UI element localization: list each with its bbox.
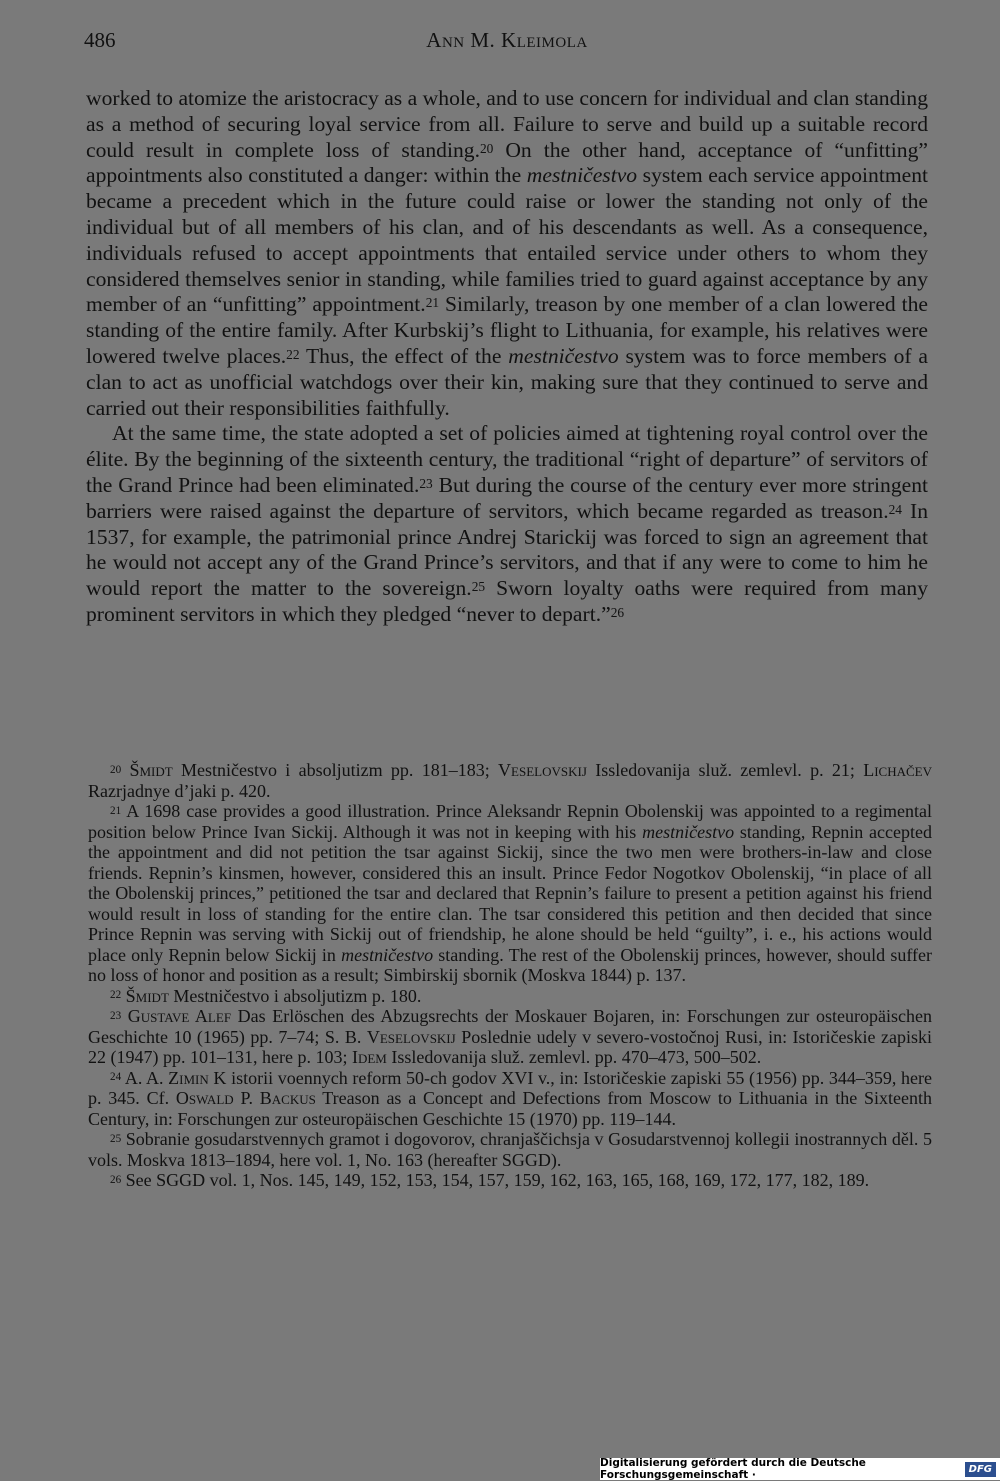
footnote-ref: 24 xyxy=(888,501,902,517)
text-run: Poslednie udely v severo-vostočnoj Rusi, in: Istoričeskie zapiski 22 (1947) pp. 101–131, here p. 103; xyxy=(88,1026,932,1067)
text-run: system each service appointment became a precedent which in the future could raise or lower the standing not only of the individual but of all members of his clan, and of his descendants as well. As a consequence, individuals refused to accept appointments that entailed service under others to whom they considered themselves senior in standing, while families tried to guard against acceptance by any member of an “unfitting” appointment. xyxy=(86,163,928,317)
author-name: Veselovskij xyxy=(498,760,587,780)
body-text xyxy=(86,86,928,628)
text-run: Thus, the effect of the xyxy=(299,343,509,368)
author-name: Šmidt xyxy=(129,760,173,780)
footnote-ref: 25 xyxy=(471,579,486,595)
text-run: Similarly, treason by one member of a clan lowered the standing of the entire family. After Kurbskij’s flight to Lithuania, for example, his relatives were lowered twelve places. xyxy=(86,292,928,368)
text-run: Das Erlöschen des Abzugsrechts der Moskauer Bojaren, in: Forschungen zur osteuropäischen Geschichte 10 (1965) pp. 7–74; S. B. xyxy=(88,1006,932,1047)
italic-term: mestničestvo xyxy=(642,821,735,842)
text-run: At the same time, the state adopted a set of policies aimed at tightening royal control over the élite. By the beginning of the sixteenth century, the traditional “right of departure” of servitors of the Grand Prince had been eliminated. xyxy=(86,421,928,497)
dfg-logo-icon: DFG xyxy=(965,1462,996,1477)
text-run: standing, Repnin accepted the appointment and did not petition the tsar against Sickij, since the two men were brothers-in-law and close friends. Repnin’s kinsmen, however, considered this an insult. Prince Fedor Nogotkov Obolenskij, “in place of all the Obolenskij princes,” petitioned the tsar and declared that Repnin’s failure to present a petition against his friend would result in loss of standing for the entire clan. The tsar considered this petition and then decided that since Prince Repnin was serving with Sickij out of friendship, he alone should be held “guilty”, i. e., his actions would place only Repnin below Sickij in xyxy=(88,821,932,965)
footnote-20 xyxy=(88,760,932,801)
italic-term: mestničestvo xyxy=(508,343,619,368)
footnote-21 xyxy=(88,801,932,986)
italic-term: mestničestvo xyxy=(341,944,434,965)
author-name: Oswald xyxy=(175,1088,234,1108)
footnote-number: 26 xyxy=(110,1173,122,1186)
author-name: Zimin xyxy=(168,1067,209,1088)
footnote-23 xyxy=(88,1006,932,1068)
page-number: 486 xyxy=(84,28,116,52)
author-name: Šmidt xyxy=(125,985,169,1006)
author-name: Lichačev xyxy=(863,760,932,780)
footnote-number: 25 xyxy=(110,1132,122,1145)
footnote-25 xyxy=(88,1129,932,1170)
author-name: Veselovskij xyxy=(366,1026,456,1047)
footnote-ref: 21 xyxy=(425,295,440,311)
banner-text: Digitalisierung gefördert durch die Deutsche Forschungsgemeinschaft · xyxy=(600,1457,866,1481)
paragraph-2 xyxy=(86,421,928,627)
author-name: Gustave Alef xyxy=(127,1006,232,1026)
text-run: Razrjadnye d’jaki p. 420. xyxy=(88,780,271,801)
footnote-ref: 20 xyxy=(479,140,494,156)
footnote-24 xyxy=(88,1068,932,1130)
text-run: Sobranie gosudarstvennych gramot i dogovorov, chranjaščichsja v Gosudarstvennoj kollegii inostrannych děl. 5 vols. Moskva 1813–1894, here vol. 1, No. 163 (hereafter SGGD). xyxy=(88,1129,932,1170)
text-run: Mestničestvo i absoljutizm pp. 181–183; xyxy=(172,760,499,780)
text-run: On the other hand, acceptance of “unfitting” appointments also constituted a danger: within the xyxy=(86,137,928,188)
footnote-number: 23 xyxy=(110,1009,122,1022)
running-head: Ann M. Kleimola xyxy=(426,28,588,52)
italic-term: mestničestvo xyxy=(526,163,638,188)
digitization-banner xyxy=(600,1458,1000,1480)
text-run: worked to atomize the aristocracy as a whole, and to use concern for individual and clan standing as a method of securing loyal service from all. Failure to serve and build up a suitable record could result in complete loss of standing. xyxy=(86,86,928,162)
footnote-ref: 23 xyxy=(419,475,433,491)
footnote-ref: 26 xyxy=(610,604,625,620)
text-run xyxy=(121,1006,128,1026)
text-run: See SGGD vol. 1, Nos. 145, 149, 152, 153, 154, 157, 159, 162, 163, 165, 168, 169, 172, 177, 182, 189. xyxy=(121,1170,870,1190)
author-name: Backus xyxy=(259,1088,316,1108)
author-name: Idem xyxy=(351,1047,387,1067)
text-run: Issledovanija služ. zemlevl. pp. 470–473, 500–502. xyxy=(386,1047,762,1067)
text-run: But during the course of the century ever more stringent barriers were raised against the departure of servitors, which became regarded as treason. xyxy=(86,472,928,523)
footnotes xyxy=(88,760,932,1191)
text-run: Sworn loyalty oaths were required from many prominent servitors in which they pledged “never to depart.” xyxy=(86,576,929,626)
text-run: standing. The rest of the Obolenskij princes, however, should suffer no loss of honor and position as a result; Simbirskij sbornik (Moskva 1844) p. 137. xyxy=(88,944,932,985)
text-run: Issledovanija služ. zemlevl. p. 21; xyxy=(586,760,864,780)
footnote-number: 21 xyxy=(110,804,122,817)
footnote-number: 22 xyxy=(110,989,122,1002)
text-run: K istorii voennych reform 50-ch godov XVI v., in: Istoričeskie zapiski 55 (1956) pp. 344–359, here p. 345. Cf. xyxy=(88,1067,932,1108)
footnote-26 xyxy=(88,1170,932,1191)
text-run: Treason as a Concept and Defections from Moscow to Lithuania in the Sixteenth Century, in: Forschungen zur osteuropäischen Geschichte 15 (1970) pp. 119–144. xyxy=(88,1088,933,1129)
footnote-ref: 22 xyxy=(286,346,300,362)
text-run: In 1537, for example, the patrimonial prince Andrej Starickij was forced to sign an agreement that he would not accept any of the Grand Prince’s servitors, and that if any were to come to him he would report the matter to the sovereign. xyxy=(86,498,929,601)
text-run: A 1698 case provides a good illustration. Prince Aleksandr Repnin Obolenskij was appointed to a regimental position below Prince Ivan Sickij. Although it was not in keeping with his xyxy=(88,801,932,842)
text-run: system was to force members of a clan to act as unofficial watchdogs over their kin, making sure that they continued to serve and carried out their responsibilities faithfully. xyxy=(86,343,928,420)
text-run: A. A. xyxy=(121,1067,169,1088)
page-header xyxy=(84,28,930,58)
footnote-22 xyxy=(88,986,932,1007)
footnote-number: 24 xyxy=(110,1071,122,1084)
footnote-number: 20 xyxy=(110,763,122,776)
text-run: P. xyxy=(233,1088,260,1108)
paragraph-1 xyxy=(86,86,928,421)
text-run: Mestničestvo i absoljutizm p. 180. xyxy=(168,985,422,1006)
